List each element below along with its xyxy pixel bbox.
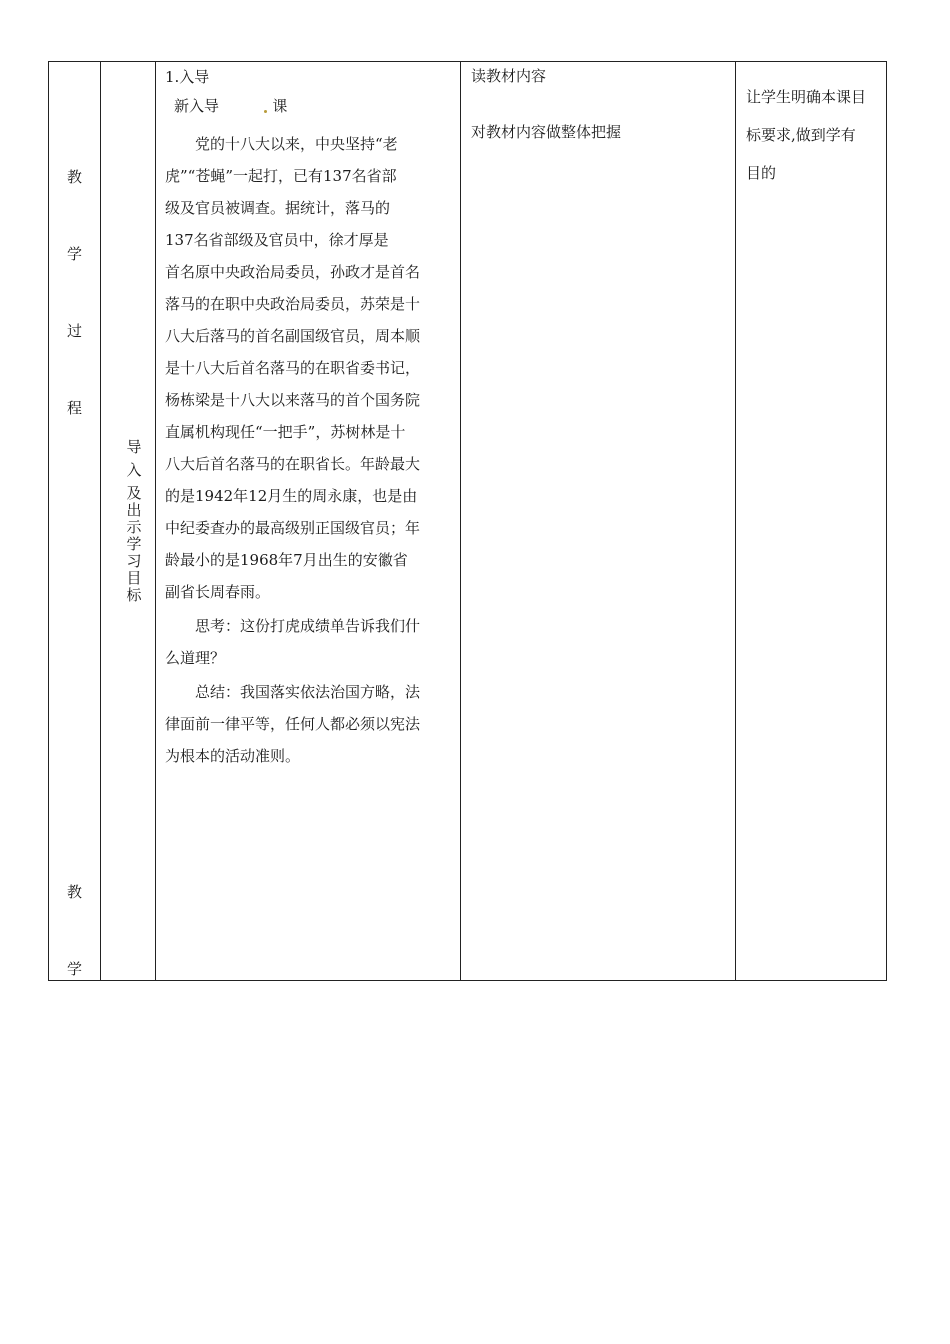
stage-char: 程	[66, 399, 82, 417]
paragraph-line: 杨栋梁是十八大以来落马的首个国务院	[165, 391, 421, 409]
paragraph-line: 虎”“苍蝇”一起打，已有137名省部	[165, 167, 397, 185]
marker-dot	[264, 110, 267, 113]
paragraph-line: 级及官员被调查。据统计，落马的	[165, 199, 391, 217]
stage-char: 过	[66, 322, 82, 340]
section-label-vertical	[124, 439, 144, 604]
stage-char: 教	[66, 883, 82, 901]
paragraph-line: 八大后首名落马的在职省长。年龄最大	[165, 455, 421, 473]
section-char: 出	[126, 501, 142, 519]
summary-line: 总结：我国落实依法治国方略，法	[195, 683, 421, 701]
paragraph-line: 直属机构现任“一把手”，苏树林是十	[165, 423, 406, 441]
section-char: 及	[126, 484, 142, 502]
paragraph-line: 龄最小的是1968年7月出生的安徽省	[165, 551, 408, 569]
paragraph-line: 的是1942年12月生的周永康，也是由	[165, 487, 418, 505]
subheading-text: 课	[272, 97, 288, 115]
section-char: 标	[126, 586, 142, 604]
summary-line: 律面前一律平等，任何人都必须以宪法	[165, 715, 421, 733]
section-char: 示	[126, 518, 142, 536]
section-char: 导	[126, 438, 142, 456]
paragraph-line: 党的十八大以来，中央坚持“老	[195, 135, 398, 153]
stage-column	[49, 62, 100, 980]
section-char: 目	[126, 569, 142, 587]
paragraph-line: 是十八大后首名落马的在职省委书记，	[165, 359, 421, 377]
student-activity-column	[461, 62, 736, 980]
stage-char: 学	[66, 245, 82, 263]
question-line: 么道理？	[165, 649, 226, 667]
intent-line: 让学生明确本课目	[746, 88, 867, 106]
stage-char: 教	[66, 168, 82, 186]
subheading-text: 新入导	[174, 97, 220, 115]
content-subheading	[165, 92, 453, 128]
intent-line: 标要求,做到学有	[746, 126, 856, 144]
content-column	[156, 62, 461, 980]
question-line: 思考：这份打虎成绩单告诉我们什	[195, 617, 421, 635]
paragraph-line: 137名省部级及官员中，徐才厚是	[165, 231, 389, 249]
section-char: 入	[126, 461, 142, 479]
summary-line: 为根本的活动准则。	[165, 747, 301, 765]
intent-line: 目的	[746, 164, 777, 182]
section-char: 习	[126, 552, 142, 570]
activity-line: 读教材内容	[471, 67, 547, 85]
paragraph-line: 首名原中央政治局委员，孙政才是首名	[165, 263, 421, 281]
activity-line: 对教材内容做整体把握	[471, 123, 622, 141]
section-char: 学	[126, 535, 142, 553]
paragraph-line: 中纪委查办的最高级别正国级官员；年	[165, 519, 421, 537]
stage-char: 学	[66, 960, 82, 978]
lesson-plan-table	[48, 61, 887, 981]
design-intent-column	[736, 62, 887, 980]
paragraph-line: 八大后落马的首名副国级官员，周本顺	[165, 327, 421, 345]
content-heading: 1.入导	[165, 68, 210, 86]
paragraph-line: 落马的在职中央政治局委员，苏荣是十	[165, 295, 421, 313]
section-column	[100, 62, 155, 980]
paragraph-line: 副省长周春雨。	[165, 583, 271, 601]
